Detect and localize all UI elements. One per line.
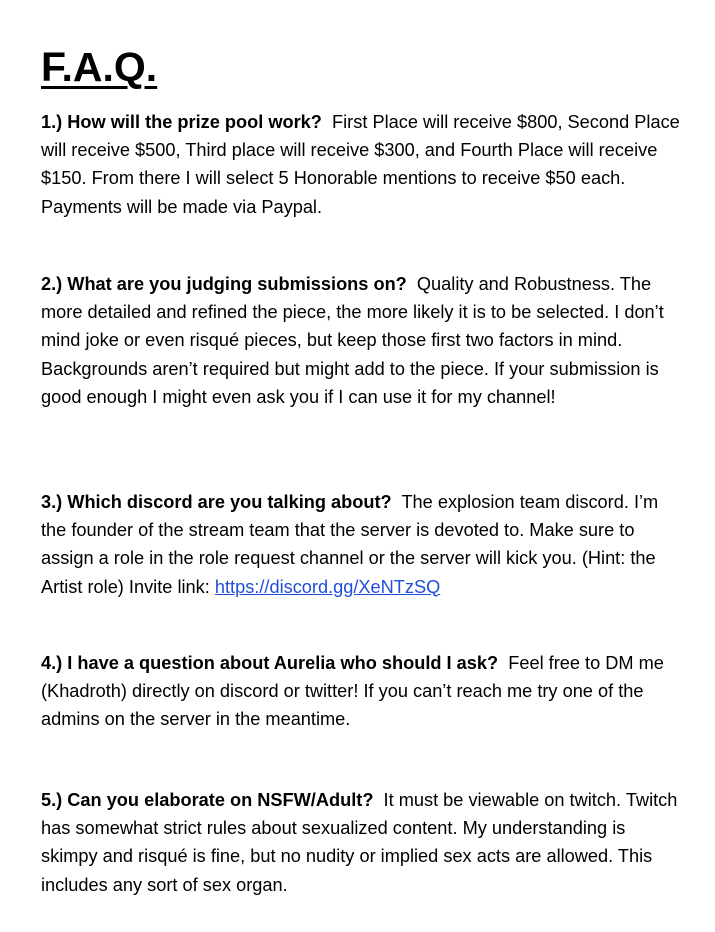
- faq-answer: Quality and Robustness. The more detailed and refined the piece, the more likely it is to be selected. I don’t mind joke or even risqué pieces, but keep those first two factors in mind. Backgrounds aren’t required but might add to the piece. If your submission is good enough I might even ask you if I can use it for my channel!: [41, 274, 664, 407]
- faq-item-prize-pool: [41, 108, 681, 221]
- faq-answer: First Place will receive $800, Second Place will receive $500, Third place will receive $300, and Fourth Place will receive $150. From there I will select 5 Honorable mentions to receive $50 each. Payments will be made via Paypal.: [41, 112, 680, 217]
- faq-answer: It must be viewable on twitch. Twitch has somewhat strict rules about sexualized content. My understanding is skimpy and risqué is fine, but no nudity or implied sex acts are allowed. This includes any sort of sex organ.: [41, 790, 678, 895]
- faq-question: 2.) What are you judging submissions on?: [41, 274, 407, 294]
- faq-question: 4.) I have a question about Aurelia who should I ask?: [41, 653, 499, 673]
- page-title: F.A.Q.: [41, 44, 158, 90]
- faq-item-nsfw: [41, 786, 681, 899]
- faq-question: 5.) Can you elaborate on NSFW/Adult?: [41, 790, 374, 810]
- faq-answer: The explosion team discord. I’m the founder of the stream team that the server is devoted to. Make sure to assign a role in the role request channel or the server will kick you. (Hint: the Artist role) Invite link:: [41, 492, 659, 597]
- discord-invite-link[interactable]: https://discord.gg/XeNTzSQ: [214, 576, 441, 597]
- faq-answer: Feel free to DM me (Khadroth) directly on discord or twitter! If you can’t reach me try one of the admins on the server in the meantime.: [41, 653, 664, 730]
- faq-item-discord: [41, 488, 681, 601]
- faq-item-judging: [41, 270, 681, 411]
- faq-item-aurelia: [41, 649, 681, 734]
- faq-question: 3.) Which discord are you talking about?: [41, 492, 392, 512]
- faq-question: 1.) How will the prize pool work?: [41, 112, 322, 132]
